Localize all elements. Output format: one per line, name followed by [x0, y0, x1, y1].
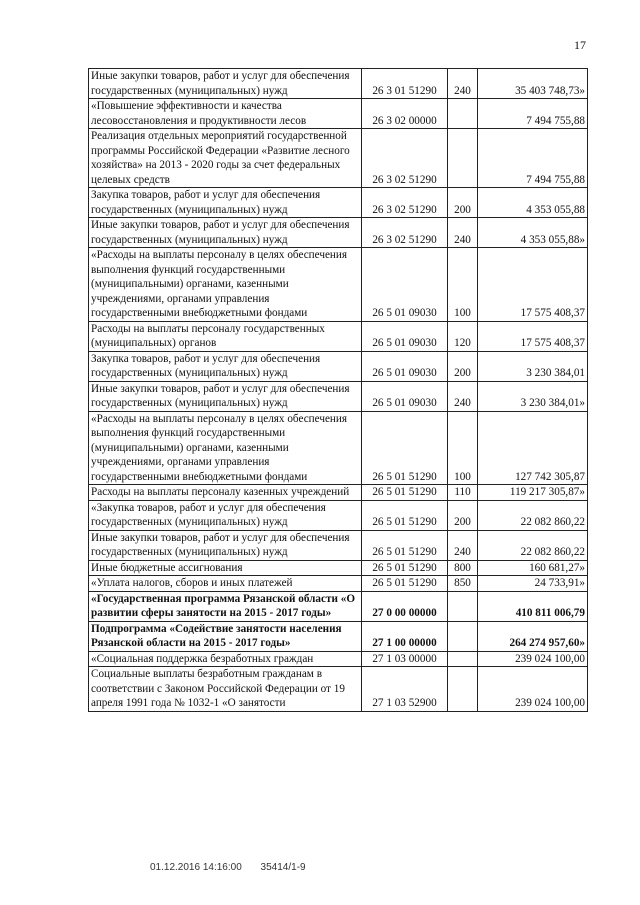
row-sum-cell: 24 733,91» — [478, 576, 588, 592]
row-name-cell: Социальные выплаты безработным гражданам в соответствии с Законом Российской Федерации от 19 апреля 1991 года № 1032-1 «О занятости — [89, 667, 362, 712]
row-sum-cell: 17 575 408,37 — [478, 321, 588, 351]
row-csr-cell: 26 5 01 51290 — [362, 560, 448, 576]
table-row — [89, 651, 588, 667]
row-csr-cell: 27 1 00 00000 — [362, 621, 448, 651]
row-sum-cell: 22 082 860,22 — [478, 530, 588, 560]
footer-timestamp: 01.12.2016 14:16:00 — [150, 862, 242, 873]
row-vr-cell: 240 — [448, 530, 478, 560]
budget-table — [88, 68, 588, 712]
row-name-cell: Закупка товаров, работ и услуг для обеспечения государственных (муниципальных) нужд — [89, 351, 362, 381]
table-row — [89, 188, 588, 218]
row-sum-cell: 239 024 100,00 — [478, 651, 588, 667]
row-name-cell: «Закупка товаров, работ и услуг для обеспечения государственных (муниципальных) нужд — [89, 500, 362, 530]
row-csr-cell: 26 3 02 00000 — [362, 99, 448, 129]
row-vr-cell: 240 — [448, 218, 478, 248]
row-sum-cell: 410 811 006,79 — [478, 591, 588, 621]
table-row — [89, 411, 588, 485]
table-row — [89, 591, 588, 621]
row-csr-cell: 26 5 01 09030 — [362, 351, 448, 381]
row-vr-cell: 110 — [448, 485, 478, 501]
row-vr-cell: 800 — [448, 560, 478, 576]
row-csr-cell: 26 3 02 51290 — [362, 188, 448, 218]
row-sum-cell: 7 494 755,88 — [478, 99, 588, 129]
row-vr-cell: 100 — [448, 411, 478, 485]
row-csr-cell: 26 3 02 51290 — [362, 129, 448, 188]
row-name-cell: Иные закупки товаров, работ и услуг для обеспечения государственных (муниципальных) нужд — [89, 218, 362, 248]
row-csr-cell: 26 5 01 51290 — [362, 411, 448, 485]
row-sum-cell: 127 742 305,87 — [478, 411, 588, 485]
row-vr-cell: 120 — [448, 321, 478, 351]
table-row — [89, 99, 588, 129]
row-sum-cell: 17 575 408,37 — [478, 248, 588, 322]
row-csr-cell: 26 5 01 09030 — [362, 321, 448, 351]
row-name-cell: Расходы на выплаты персоналу казенных учреждений — [89, 485, 362, 501]
row-name-cell: «Государственная программа Рязанской области «О развитии сферы занятости на 2015 - 2017 годы» — [89, 591, 362, 621]
row-name-cell: «Уплата налогов, сборов и иных платежей — [89, 576, 362, 592]
row-sum-cell: 3 230 384,01 — [478, 351, 588, 381]
footer — [150, 862, 306, 873]
table-row — [89, 500, 588, 530]
row-name-cell: Иные закупки товаров, работ и услуг для обеспечения государственных (муниципальных) нужд — [89, 530, 362, 560]
row-sum-cell: 264 274 957,60» — [478, 621, 588, 651]
row-csr-cell: 27 0 00 00000 — [362, 591, 448, 621]
row-csr-cell: 27 1 03 00000 — [362, 651, 448, 667]
row-sum-cell: 22 082 860,22 — [478, 500, 588, 530]
table-row — [89, 129, 588, 188]
row-csr-cell: 26 5 01 51290 — [362, 500, 448, 530]
row-csr-cell: 26 5 01 09030 — [362, 381, 448, 411]
row-name-cell: Иные бюджетные ассигнования — [89, 560, 362, 576]
row-name-cell: Иные закупки товаров, работ и услуг для обеспечения государственных (муниципальных) нужд — [89, 69, 362, 99]
row-name-cell: «Расходы на выплаты персоналу в целях обеспечения выполнения функций государственными (муниципальными) органами, казенными учреждениями, органами управления государственными внебюджетными фондами — [89, 248, 362, 322]
row-csr-cell: 26 3 01 51290 — [362, 69, 448, 99]
table-row — [89, 530, 588, 560]
row-vr-cell — [448, 129, 478, 188]
row-csr-cell: 26 3 02 51290 — [362, 218, 448, 248]
row-vr-cell: 240 — [448, 381, 478, 411]
row-csr-cell: 26 5 01 51290 — [362, 485, 448, 501]
page-number: 17 — [574, 38, 586, 52]
table-row — [89, 576, 588, 592]
row-vr-cell: 200 — [448, 500, 478, 530]
row-sum-cell: 35 403 748,73» — [478, 69, 588, 99]
row-csr-cell: 26 5 01 09030 — [362, 248, 448, 322]
budget-table-body — [89, 69, 588, 712]
row-name-cell: «Расходы на выплаты персоналу в целях обеспечения выполнения функций государственными (муниципальными) органами, казенными учреждениями, органами управления государственными внебюджетными фондами — [89, 411, 362, 485]
row-name-cell: Закупка товаров, работ и услуг для обеспечения государственных (муниципальных) нужд — [89, 188, 362, 218]
row-vr-cell — [448, 621, 478, 651]
table-row — [89, 381, 588, 411]
row-vr-cell — [448, 651, 478, 667]
row-name-cell: «Повышение эффективности и качества лесовосстановления и продуктивности лесов — [89, 99, 362, 129]
row-vr-cell — [448, 667, 478, 712]
row-vr-cell: 200 — [448, 188, 478, 218]
footer-doc-code: 35414/1-9 — [260, 862, 306, 873]
table-row — [89, 69, 588, 99]
row-vr-cell: 200 — [448, 351, 478, 381]
row-sum-cell: 3 230 384,01» — [478, 381, 588, 411]
row-vr-cell: 100 — [448, 248, 478, 322]
table-row — [89, 321, 588, 351]
row-name-cell: Реализация отдельных мероприятий государственной программы Российской Федерации «Развитие лесного хозяйства» на 2013 - 2020 годы за счет федеральных целевых средств — [89, 129, 362, 188]
row-sum-cell: 160 681,27» — [478, 560, 588, 576]
table-row — [89, 560, 588, 576]
row-sum-cell: 7 494 755,88 — [478, 129, 588, 188]
row-name-cell: Расходы на выплаты персоналу государственных (муниципальных) органов — [89, 321, 362, 351]
row-csr-cell: 27 1 03 52900 — [362, 667, 448, 712]
table-row — [89, 351, 588, 381]
row-sum-cell: 239 024 100,00 — [478, 667, 588, 712]
row-sum-cell: 4 353 055,88» — [478, 218, 588, 248]
row-name-cell: Подпрограмма «Содействие занятости населения Рязанской области на 2015 - 2017 годы» — [89, 621, 362, 651]
row-csr-cell: 26 5 01 51290 — [362, 530, 448, 560]
row-vr-cell — [448, 99, 478, 129]
row-sum-cell: 119 217 305,87» — [478, 485, 588, 501]
row-vr-cell — [448, 591, 478, 621]
row-name-cell: Иные закупки товаров, работ и услуг для обеспечения государственных (муниципальных) нужд — [89, 381, 362, 411]
row-vr-cell: 240 — [448, 69, 478, 99]
table-row — [89, 667, 588, 712]
row-name-cell: «Социальная поддержка безработных граждан — [89, 651, 362, 667]
table-row — [89, 621, 588, 651]
row-sum-cell: 4 353 055,88 — [478, 188, 588, 218]
table-row — [89, 485, 588, 501]
table-row — [89, 248, 588, 322]
table-row — [89, 218, 588, 248]
row-vr-cell: 850 — [448, 576, 478, 592]
row-csr-cell: 26 5 01 51290 — [362, 576, 448, 592]
